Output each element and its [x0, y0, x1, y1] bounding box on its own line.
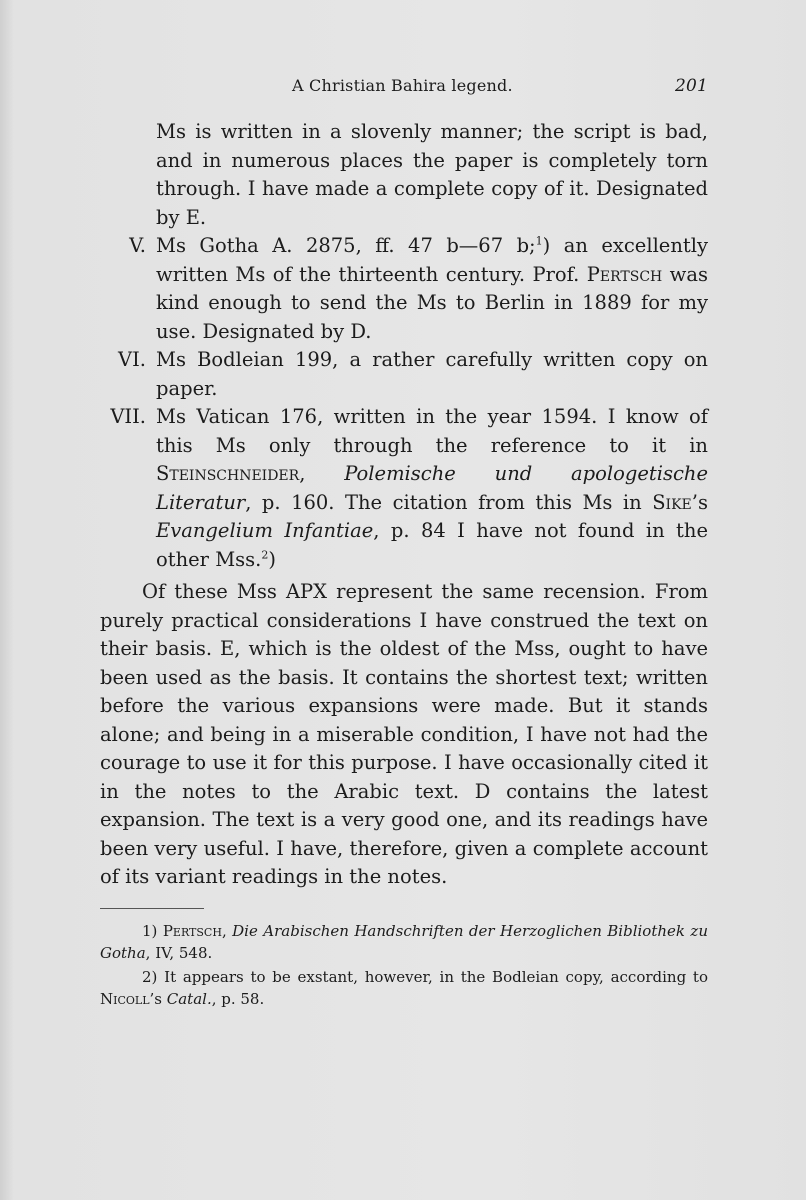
body-paragraph: Of these Mss APX represent the same recension. From purely practical considerations I have construed the text on their basis. E, which is the oldest of the Mss, ought to have been used as the basis. It contains the shortest text; written before the various expansions were made. But it stands alone; and being in a miserable condition, I have not had the courage to use it for this purpose. I have occasionally cited it in the notes to the Arabic text. D contains the latest expansion. The text is a very good one, and its readings have been very useful. I have, therefore, given a complete account of its variant readings in the notes. [100, 580, 708, 888]
running-title: A Christian Bahira legend. [292, 76, 513, 95]
item-text: Ms Gotha A. 2875, ff. 47 b—67 b;$^1$) an excellently written Ms of the thirteenth century. Prof. Pertsch was kind enough to send the Ms to Berlin in 1889 for my use. Designated by D. [156, 234, 708, 343]
list-item-v [100, 232, 708, 346]
footnote-ref[interactable]: 1 [535, 234, 543, 248]
main-text [100, 118, 708, 892]
item-numeral: V. [129, 234, 146, 257]
footnote-ref[interactable]: 2 [261, 548, 269, 561]
footnote-1: 1) Pertsch, Die Arabischen Handschriften der Herzoglichen Bibliothek zu Gotha, IV, 548. [100, 922, 708, 962]
footnote-2: 2) It appears to be exstant, however, in the Bodleian copy, according to Nicoll’s Catal., p. 58. [100, 968, 708, 1008]
footnote-divider [100, 908, 204, 909]
item-numeral: VI. [118, 348, 146, 371]
list-item-vi [100, 346, 708, 403]
item-text: Ms Vatican 176, written in the year 1594. I know of this Ms only through the reference to it in Steinschneider, Polemische und apologetische Literatur, p. 160. The citation from this Ms in Sike’s Evangelium Infantiae, p. 84 I have not found in the other Mss.$^2$) [156, 405, 708, 571]
footnotes [100, 920, 708, 1012]
list-item-vii [100, 403, 708, 574]
item-numeral: VII. [110, 405, 146, 428]
continuation-text: Ms is written in a slovenly manner; the script is bad, and in numerous places the paper is completely torn through. I have made a complete copy of it. Designated by E. [156, 120, 708, 229]
list-item-continuation [100, 118, 708, 232]
page-number: 201 [674, 76, 708, 96]
item-text: Ms Bodleian 199, a rather carefully written copy on paper. [156, 348, 708, 400]
